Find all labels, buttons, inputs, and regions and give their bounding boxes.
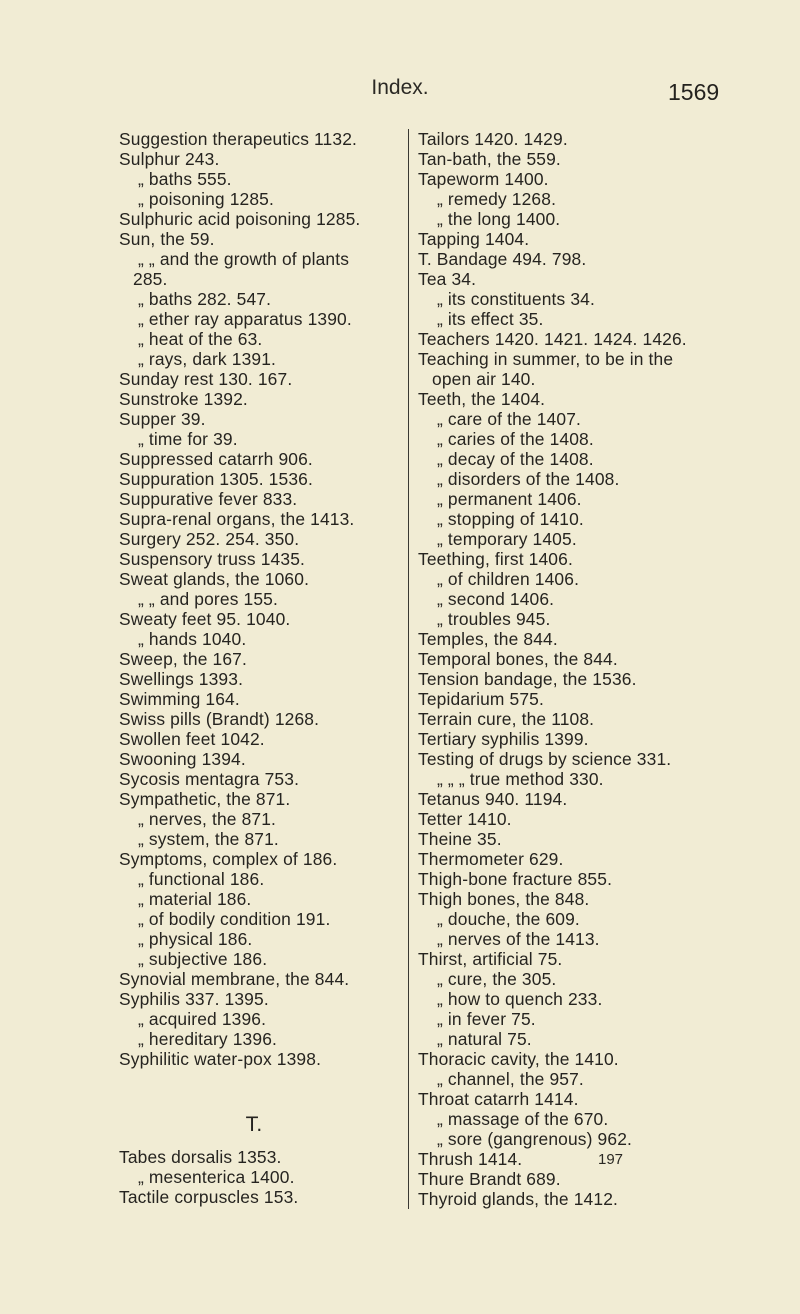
index-entry: Swollen feet 1042. [119, 729, 265, 749]
index-entry: „ douche, the 609. [437, 909, 580, 929]
index-entry: Teachers 1420. 1421. 1424. 1426. [418, 329, 687, 349]
section-letter: T. [245, 1113, 263, 1136]
index-entry: „ of children 1406. [437, 569, 580, 589]
index-entry: Synovial membrane, the 844. [119, 969, 350, 989]
index-entry: open air 140. [432, 369, 536, 389]
index-entry: Temporal bones, the 844. [418, 649, 618, 669]
index-entry: Suggestion therapeutics 1132. [119, 129, 358, 149]
index-entry: Suppressed catarrh 906. [119, 449, 313, 469]
index-entry: Thigh-bone fracture 855. [418, 869, 613, 889]
index-entry: Teeth, the 1404. [418, 389, 546, 409]
index-entry: Sweep, the 167. [119, 649, 247, 669]
index-entry: Theine 35. [418, 829, 502, 849]
index-entry: „ rays, dark 1391. [138, 349, 277, 369]
index-entry: „ heat of the 63. [138, 329, 263, 349]
index-entry: Supra-renal organs, the 1413. [119, 509, 355, 529]
index-entry: „ caries of the 1408. [437, 429, 594, 449]
index-entry: „ its effect 35. [437, 309, 544, 329]
index-entry: Supper 39. [119, 409, 206, 429]
index-entry: Sun, the 59. [119, 229, 215, 249]
index-column-left [119, 129, 401, 1207]
index-entry: „ physical 186. [138, 929, 253, 949]
index-entry: Sulphur 243. [119, 149, 220, 169]
index-entry: Sunstroke 1392. [119, 389, 248, 409]
index-entry: „ its constituents 34. [437, 289, 595, 309]
index-entry: Swooning 1394. [119, 749, 246, 769]
index-entry: „ the long 1400. [437, 209, 561, 229]
index-entry: Tapeworm 1400. [418, 169, 549, 189]
index-entry: „ stopping of 1410. [437, 509, 584, 529]
index-entry: „ material 186. [138, 889, 252, 909]
index-entry: Tabes dorsalis 1353. [119, 1147, 282, 1167]
index-entry: „ permanent 1406. [437, 489, 582, 509]
index-column-right [408, 129, 726, 1209]
index-entry: „ subjective 186. [138, 949, 268, 969]
index-entry: Teaching in summer, to be in the [418, 349, 674, 369]
index-entry: „ temporary 1405. [437, 529, 577, 549]
index-entry: „ ether ray apparatus 1390. [138, 309, 352, 329]
running-head-title: Index. [371, 76, 429, 99]
index-entry: Tailors 1420. 1429. [418, 129, 568, 149]
index-entry: Tapping 1404. [418, 229, 530, 249]
index-entry: Thirst, artificial 75. [418, 949, 563, 969]
index-entry: „ nerves of the 1413. [437, 929, 600, 949]
index-entry: Suppurative fever 833. [119, 489, 298, 509]
index-entry: „ poisoning 1285. [138, 189, 274, 209]
index-entry: Thoracic cavity, the 1410. [418, 1049, 619, 1069]
index-entry: „ sore (gangrenous) 962. [437, 1129, 633, 1149]
index-entry: Testing of drugs by science 331. [418, 749, 672, 769]
index-entry: „ time for 39. [138, 429, 238, 449]
index-entry: „ cure, the 305. [437, 969, 557, 989]
index-entry: „ hereditary 1396. [138, 1029, 278, 1049]
index-entry: „ natural 75. [437, 1029, 532, 1049]
entries-s [119, 129, 401, 1069]
index-entry: Thure Brandt 689. [418, 1169, 561, 1189]
index-entry: Thrush 1414. [418, 1149, 523, 1169]
index-entry: Surgery 252. 254. 350. [119, 529, 300, 549]
index-entry: Swimming 164. [119, 689, 240, 709]
index-entry: Tetter 1410. [418, 809, 512, 829]
index-entry: Sweat glands, the 1060. [119, 569, 310, 589]
index-entry: „ baths 555. [138, 169, 232, 189]
index-entry: Throat catarrh 1414. [418, 1089, 579, 1109]
index-entry: Tactile corpuscles 153. [119, 1187, 299, 1207]
index-entry: Tea 34. [418, 269, 477, 289]
index-entry: „ second 1406. [437, 589, 555, 609]
index-entry: Tan-bath, the 559. [418, 149, 561, 169]
index-entry: „ disorders of the 1408. [437, 469, 620, 489]
index-entry: „ acquired 1396. [138, 1009, 267, 1029]
index-entry: Syphilitic water-pox 1398. [119, 1049, 322, 1069]
index-entry: „ how to quench 233. [437, 989, 603, 1009]
index-entry: Suppuration 1305. 1536. [119, 469, 313, 489]
index-entry: „ „ and the growth of plants [138, 249, 350, 269]
index-entry: Teething, first 1406. [418, 549, 573, 569]
index-entry: Swiss pills (Brandt) 1268. [119, 709, 320, 729]
index-entry: Sulphuric acid poisoning 1285. [119, 209, 361, 229]
index-entry: Tetanus 940. 1194. [418, 789, 568, 809]
index-entry: „ hands 1040. [138, 629, 247, 649]
index-entry: Tertiary syphilis 1399. [418, 729, 589, 749]
index-entry: „ care of the 1407. [437, 409, 581, 429]
index-entry: „ in fever 75. [437, 1009, 536, 1029]
index-entry: „ baths 282. 547. [138, 289, 272, 309]
signature-folio: 197 [598, 1151, 624, 1168]
index-entry: „ system, the 871. [138, 829, 279, 849]
index-entry: 285. [133, 269, 168, 289]
entries-t-start [119, 1147, 401, 1207]
index-entry: Temples, the 844. [418, 629, 558, 649]
index-entry: Sycosis mentagra 753. [119, 769, 300, 789]
index-entry: Thermometer 629. [418, 849, 564, 869]
page-number: 1569 [668, 79, 720, 105]
entries-t [418, 129, 726, 1209]
index-entry: T. Bandage 494. 798. [418, 249, 587, 269]
index-entry: Tepidarium 575. [418, 689, 544, 709]
index-entry: Suspensory truss 1435. [119, 549, 306, 569]
index-entry: „ remedy 1268. [437, 189, 557, 209]
index-entry: Terrain cure, the 1108. [418, 709, 595, 729]
index-entry: „ „ and pores 155. [138, 589, 278, 609]
index-entry: „ decay of the 1408. [437, 449, 594, 469]
index-entry: Symptoms, complex of 186. [119, 849, 338, 869]
index-entry: Sweaty feet 95. 1040. [119, 609, 291, 629]
index-entry: „ „ „ true method 330. [437, 769, 604, 789]
index-entry: Tension bandage, the 1536. [418, 669, 637, 689]
index-entry: „ of bodily condition 191. [138, 909, 331, 929]
index-entry: „ functional 186. [138, 869, 265, 889]
index-entry: „ channel, the 957. [437, 1069, 584, 1089]
index-entry: „ troubles 945. [437, 609, 551, 629]
index-entry: Swellings 1393. [119, 669, 244, 689]
index-entry: „ mesenterica 1400. [138, 1167, 295, 1187]
index-entry: Thyroid glands, the 1412. [418, 1189, 619, 1209]
index-entry: „ nerves, the 871. [138, 809, 277, 829]
index-entry: Sunday rest 130. 167. [119, 369, 293, 389]
index-entry: „ massage of the 670. [437, 1109, 609, 1129]
index-entry: Sympathetic, the 871. [119, 789, 291, 809]
index-entry: Thigh bones, the 848. [418, 889, 590, 909]
index-entry: Syphilis 337. 1395. [119, 989, 269, 1009]
